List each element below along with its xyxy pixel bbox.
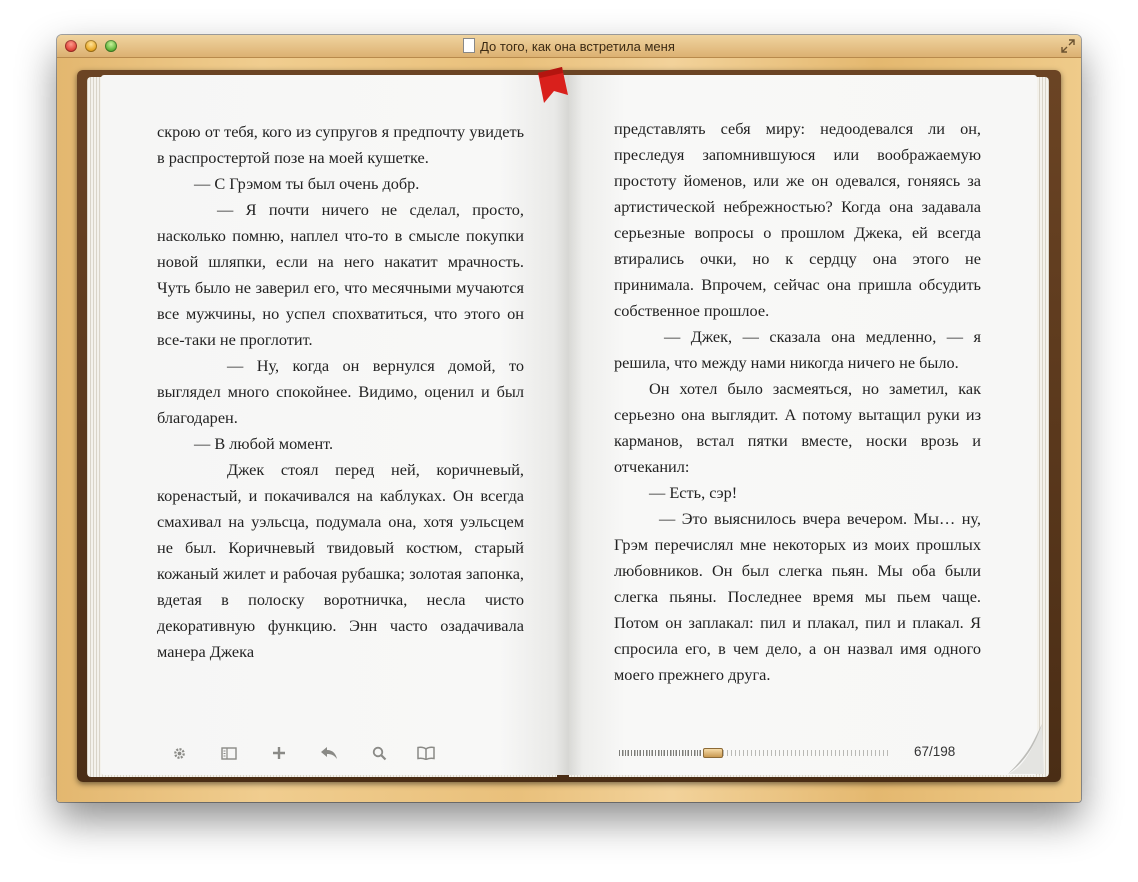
- paragraph: представлять себя миру: недоодевался ли он, преследуя запомнившуюся или воображаемую простоту йоменов, или же он одевался, гоняясь за артистической небрежностью? Когда она задавала серьезные вопросы о прошлом Джека, ей всегда втирались очки, но к сердцу она этого не принимала. Впрочем, сейчас она пришла обсудить собственное прошлое.: [614, 119, 981, 320]
- window-title: До того, как она встретила меня: [480, 39, 675, 54]
- bookmark-ribbon-icon[interactable]: [532, 65, 572, 109]
- slider-filled: [619, 750, 707, 756]
- bookmark-add-icon: [272, 746, 286, 760]
- search-icon: [372, 746, 387, 761]
- page-curl-icon[interactable]: [1004, 722, 1046, 777]
- title-bar: [57, 35, 1081, 58]
- gear-icon: [172, 746, 187, 761]
- add-bookmark-button[interactable]: [268, 742, 290, 764]
- paragraph: — Это выяснилось вчера вечером. Мы… ну, Грэм перечислял мне некоторых из моих прошлых любовников. Он был слегка пьян. Мы оба были слегка пьяны. Последнее время мы пьем чаще. Потом он заплакал: пил и плакал, пил и плакал. Я спросила его, в чем дело, а он назвал имя одного моего прежнего друга.: [614, 509, 981, 684]
- reader-toolbar: [168, 742, 448, 764]
- paragraph: — Я почти ничего не сделал, просто, насколько помню, наплел что-то в смысле покупки новой шляпки, если на него накатит мрачность. Чуть было не заверил его, что месячными мучаются все мужчины, но успел спохватиться, что этого он все-таки не проглотит.: [157, 200, 524, 349]
- back-icon: [320, 746, 338, 760]
- paragraph: Джек стоял перед ней, коричневый, коренастый, и покачивался на каблуках. Он всегда смахивал на уэльсца, подумала она, хотя уэльсцем не был. Коричневый твидовый костюм, старый кожаный жилет и рабочая рубашка; золотая запонка, вдетая в полоску воротничка, несла чисто декоративную функцию. Энн часто озадачивала манера Джека: [157, 460, 524, 661]
- contents-icon: [221, 747, 237, 760]
- library-icon: [417, 746, 435, 760]
- contents-button[interactable]: [218, 742, 240, 764]
- paragraph: — С Грэмом ты был очень добр.: [194, 174, 420, 193]
- paragraph: — В любой момент.: [194, 434, 334, 453]
- paragraph: — Джек, — сказала она медленно, — я решила, что между нами никогда ничего не было.: [614, 327, 981, 372]
- settings-button[interactable]: [168, 742, 190, 764]
- page-slider[interactable]: [619, 750, 889, 758]
- paragraph: — Ну, когда он вернулся домой, то выглядел много спокойнее. Видимо, оценил и был благодарен.: [157, 356, 524, 427]
- slider-thumb[interactable]: [703, 748, 723, 758]
- left-page-text: [157, 119, 524, 665]
- document-icon: [463, 38, 475, 53]
- library-button[interactable]: [415, 742, 437, 764]
- back-button[interactable]: [318, 742, 340, 764]
- page-count: 67/198: [914, 744, 956, 759]
- window-title-container: [57, 38, 1081, 54]
- paragraph: скрою от тебя, кого из супругов я предпочту увидеть в распростертой позе на моей кушетке.: [157, 122, 524, 167]
- fullscreen-icon[interactable]: [1061, 39, 1075, 53]
- paragraph: — Есть, сэр!: [649, 483, 738, 502]
- paragraph: Он хотел было засмеяться, но заметил, как серьезно она выглядит. А потому вытащил руки из карманов, встал пятки вместе, носки врозь и отчеканил:: [614, 379, 981, 476]
- right-page-text: [614, 116, 981, 688]
- search-button[interactable]: [368, 742, 390, 764]
